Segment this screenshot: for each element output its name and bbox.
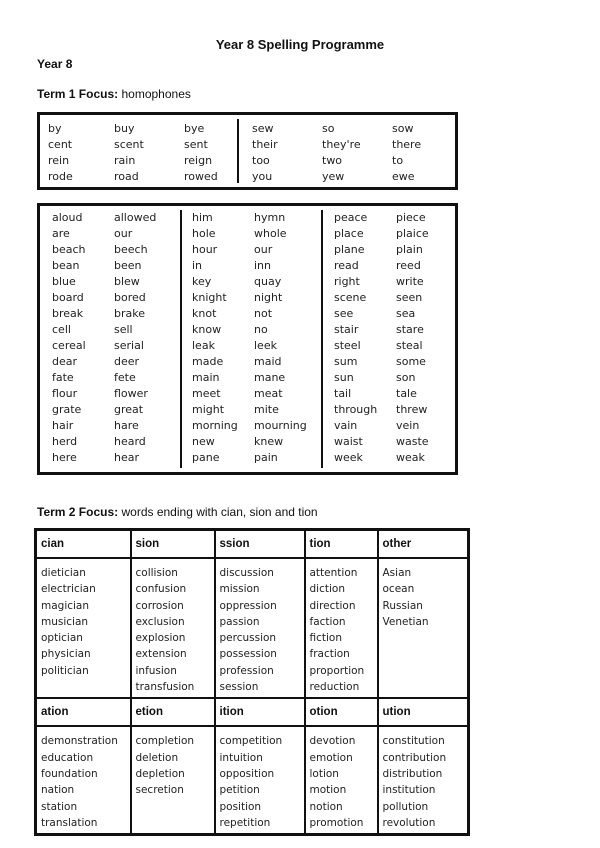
spelling-word: position xyxy=(219,800,262,813)
column-header: ssion xyxy=(215,530,305,559)
homophone-word: main xyxy=(192,371,220,384)
spelling-word: secretion xyxy=(135,784,184,797)
spelling-word: explosion xyxy=(135,632,186,645)
homophone-word: write xyxy=(396,275,424,288)
word-list-cell xyxy=(305,726,378,834)
spelling-word: repetition xyxy=(219,816,271,829)
spelling-word: competition xyxy=(219,735,283,748)
homophone-word: by xyxy=(48,122,62,135)
homophone-word: read xyxy=(334,259,359,272)
table-header-row xyxy=(36,698,469,726)
homophone-word: to xyxy=(392,154,404,167)
spelling-word: foundation xyxy=(41,767,98,780)
homophone-column xyxy=(114,115,144,187)
homophone-column xyxy=(48,115,73,187)
homophone-word: cell xyxy=(52,323,71,336)
table-row xyxy=(36,558,469,698)
homophone-word: right xyxy=(334,275,360,288)
column-header: ation xyxy=(36,698,131,726)
homophone-word: plain xyxy=(396,243,423,256)
homophone-word: maid xyxy=(254,355,282,368)
term2-focus-heading xyxy=(37,505,318,519)
homophone-word: inn xyxy=(254,259,271,272)
spelling-word: percussion xyxy=(219,632,277,645)
homophone-word: cent xyxy=(48,138,73,151)
spelling-word: emotion xyxy=(309,751,353,764)
homophone-word: hymn xyxy=(254,211,286,224)
term2-focus-label: Term 2 Focus: xyxy=(37,505,119,519)
homophone-word: fate xyxy=(52,371,74,384)
spelling-word: profession xyxy=(219,664,274,677)
homophone-word: bean xyxy=(52,259,80,272)
spelling-word: infusion xyxy=(135,664,177,677)
homophone-word: hear xyxy=(114,451,140,464)
spelling-word: confusion xyxy=(135,583,187,596)
spelling-word: petition xyxy=(219,784,260,797)
homophone-word: hair xyxy=(52,419,74,432)
homophone-word: great xyxy=(114,403,144,416)
homophone-word: two xyxy=(322,154,343,167)
homophone-word: buy xyxy=(114,122,135,135)
homophone-word: cereal xyxy=(52,339,86,352)
homophone-word: mane xyxy=(254,371,286,384)
spelling-word: extension xyxy=(135,648,187,661)
spelling-word: magician xyxy=(41,599,90,612)
homophones-box-large xyxy=(37,203,458,475)
spelling-word: nation xyxy=(41,784,75,797)
spelling-word: constitution xyxy=(382,735,445,748)
homophone-column xyxy=(392,115,421,187)
spelling-word: dietician xyxy=(41,567,86,579)
homophone-word: steal xyxy=(396,339,423,352)
homophone-column xyxy=(192,206,238,472)
column-divider xyxy=(237,119,239,183)
column-header: ition xyxy=(215,698,305,726)
homophone-word: bye xyxy=(184,122,205,135)
word-list-cell xyxy=(215,726,305,834)
homophone-word: our xyxy=(254,243,273,256)
homophone-word: brake xyxy=(114,307,145,320)
homophone-word: pane xyxy=(192,451,220,464)
homophone-word: their xyxy=(252,138,278,151)
spelling-word: collision xyxy=(135,567,178,579)
homophone-word: not xyxy=(254,307,273,320)
spelling-word: institution xyxy=(382,784,436,797)
homophone-word: aloud xyxy=(52,211,83,224)
homophone-word: rein xyxy=(48,154,70,167)
word-list-cell xyxy=(215,558,305,698)
homophone-word: our xyxy=(114,227,133,240)
homophone-word: serial xyxy=(114,339,144,352)
homophone-word: board xyxy=(52,291,84,304)
spelling-word: physician xyxy=(41,648,91,661)
spelling-word: politician xyxy=(41,664,89,677)
homophone-word: scent xyxy=(114,138,144,151)
spelling-word: musician xyxy=(41,615,89,628)
homophone-word: in xyxy=(192,259,203,272)
spelling-word: Venetian xyxy=(382,615,429,628)
homophone-word: meet xyxy=(192,387,221,400)
term1-focus-label: Term 1 Focus: xyxy=(37,87,119,101)
page-title: Year 8 Spelling Programme xyxy=(215,37,385,52)
homophone-word: mite xyxy=(254,403,279,416)
homophone-word: night xyxy=(254,291,283,304)
homophone-word: piece xyxy=(396,211,426,224)
spelling-word: Asian xyxy=(382,567,412,579)
spelling-word: faction xyxy=(309,615,346,628)
homophone-column xyxy=(184,115,218,187)
homophone-word: knot xyxy=(192,307,217,320)
homophone-word: sent xyxy=(184,138,208,151)
homophone-word: sum xyxy=(334,355,358,368)
column-header: other xyxy=(378,530,469,559)
homophone-column xyxy=(114,206,156,472)
homophone-word: peace xyxy=(334,211,368,224)
word-list-cell xyxy=(36,726,131,834)
homophone-word: no xyxy=(254,323,268,336)
homophone-word: vein xyxy=(396,419,420,432)
homophone-word: deer xyxy=(114,355,140,368)
word-list-cell xyxy=(36,558,131,698)
homophone-word: here xyxy=(52,451,77,464)
homophone-word: break xyxy=(52,307,84,320)
word-list-cell xyxy=(131,558,215,698)
spelling-word: promotion xyxy=(309,816,364,829)
homophone-word: so xyxy=(322,122,335,135)
term1-focus-topic: homophones xyxy=(121,87,191,101)
column-header: ution xyxy=(378,698,469,726)
homophone-word: beach xyxy=(52,243,86,256)
homophone-word: leek xyxy=(254,339,277,352)
spelling-word: contribution xyxy=(382,751,447,764)
homophone-word: tail xyxy=(334,387,352,400)
homophone-word: heard xyxy=(114,435,146,448)
spelling-word: translation xyxy=(41,816,98,829)
spelling-word: devotion xyxy=(309,735,356,748)
homophone-word: sea xyxy=(396,307,416,320)
homophone-column xyxy=(252,115,278,187)
column-divider xyxy=(321,210,323,468)
spelling-word: discussion xyxy=(219,567,274,579)
homophone-word: rowed xyxy=(184,170,218,183)
column-divider xyxy=(180,210,182,468)
homophone-word: flower xyxy=(114,387,148,400)
homophone-word: there xyxy=(392,138,422,151)
spelling-word: opposition xyxy=(219,767,275,780)
homophone-word: pain xyxy=(254,451,278,464)
homophone-word: knew xyxy=(254,435,284,448)
spelling-word: motion xyxy=(309,784,347,797)
homophone-word: sell xyxy=(114,323,133,336)
homophone-word: stare xyxy=(396,323,424,336)
column-header: otion xyxy=(305,698,378,726)
spelling-word: mission xyxy=(219,583,260,596)
homophone-word: road xyxy=(114,170,139,183)
spelling-word: attention xyxy=(309,567,358,579)
homophone-word: tale xyxy=(396,387,417,400)
spelling-word: pollution xyxy=(382,800,429,813)
homophone-word: are xyxy=(52,227,70,240)
homophones-box-small xyxy=(37,112,458,190)
spelling-word: corrosion xyxy=(135,599,184,612)
homophone-word: rain xyxy=(114,154,136,167)
homophone-word: made xyxy=(192,355,224,368)
word-list-cell xyxy=(378,558,469,698)
spelling-word: completion xyxy=(135,735,195,748)
spelling-word: deletion xyxy=(135,751,179,764)
homophone-word: through xyxy=(334,403,378,416)
spelling-word: ocean xyxy=(382,583,415,596)
homophone-word: see xyxy=(334,307,354,320)
homophone-word: herd xyxy=(52,435,78,448)
homophone-word: knight xyxy=(192,291,227,304)
homophone-word: quay xyxy=(254,275,282,288)
homophone-word: whole xyxy=(254,227,287,240)
spelling-word: session xyxy=(219,681,259,694)
year-label: Year 8 xyxy=(37,57,73,71)
homophone-word: yew xyxy=(322,170,345,183)
homophone-word: blew xyxy=(114,275,140,288)
spelling-word: notion xyxy=(309,800,343,813)
homophone-word: dear xyxy=(52,355,78,368)
spelling-word: electrician xyxy=(41,583,96,596)
homophone-word: week xyxy=(334,451,363,464)
homophone-word: beech xyxy=(114,243,148,256)
homophone-word: stair xyxy=(334,323,359,336)
homophone-word: hour xyxy=(192,243,218,256)
homophone-column xyxy=(52,206,86,472)
homophone-word: you xyxy=(252,170,273,183)
column-header: cian xyxy=(36,530,131,559)
term2-spelling-table xyxy=(34,528,470,836)
spelling-word: reduction xyxy=(309,681,360,694)
homophone-word: leak xyxy=(192,339,215,352)
homophone-word: know xyxy=(192,323,222,336)
column-header: etion xyxy=(131,698,215,726)
homophone-word: seen xyxy=(396,291,423,304)
spelling-word: diction xyxy=(309,583,345,596)
spelling-word: proportion xyxy=(309,664,365,677)
spelling-word: intuition xyxy=(219,751,263,764)
term1-focus-heading xyxy=(37,87,191,101)
spelling-word: lotion xyxy=(309,767,339,780)
homophone-word: key xyxy=(192,275,212,288)
homophone-word: morning xyxy=(192,419,238,432)
spelling-word: passion xyxy=(219,615,260,628)
homophone-word: blue xyxy=(52,275,76,288)
word-list-cell xyxy=(131,726,215,834)
homophone-word: bored xyxy=(114,291,146,304)
spelling-word: Russian xyxy=(382,599,423,612)
homophone-word: sow xyxy=(392,122,414,135)
spelling-word: fiction xyxy=(309,632,342,645)
homophone-word: rode xyxy=(48,170,73,183)
homophone-word: mourning xyxy=(254,419,307,432)
spelling-word: demonstration xyxy=(41,735,118,748)
spelling-word: transfusion xyxy=(135,681,195,694)
homophone-word: threw xyxy=(396,403,428,416)
homophone-word: fete xyxy=(114,371,136,384)
spelling-word: education xyxy=(41,751,94,764)
homophone-word: allowed xyxy=(114,211,157,224)
homophone-word: reign xyxy=(184,154,213,167)
spelling-word: oppression xyxy=(219,599,277,612)
table-row xyxy=(36,726,469,834)
homophone-word: flour xyxy=(52,387,78,400)
word-list-cell xyxy=(305,558,378,698)
spelling-word: exclusion xyxy=(135,615,185,628)
homophone-word: some xyxy=(396,355,426,368)
homophone-word: scene xyxy=(334,291,367,304)
homophone-word: hare xyxy=(114,419,139,432)
homophone-word: waist xyxy=(334,435,363,448)
homophone-word: sew xyxy=(252,122,274,135)
homophone-word: new xyxy=(192,435,215,448)
homophone-word: weak xyxy=(396,451,425,464)
word-list-cell xyxy=(378,726,469,834)
homophone-word: plaice xyxy=(396,227,429,240)
homophone-word: plane xyxy=(334,243,365,256)
spelling-word: possession xyxy=(219,648,277,661)
homophone-word: son xyxy=(396,371,416,384)
homophone-word: been xyxy=(114,259,142,272)
table-header-row xyxy=(36,530,469,559)
spelling-word: distribution xyxy=(382,767,443,780)
column-header: tion xyxy=(305,530,378,559)
homophone-word: might xyxy=(192,403,225,416)
homophone-word: hole xyxy=(192,227,216,240)
spelling-word: depletion xyxy=(135,767,185,780)
spelling-word: station xyxy=(41,800,78,813)
homophone-word: meat xyxy=(254,387,283,400)
spelling-word: fraction xyxy=(309,648,350,661)
term2-focus-topic: words ending with cian, sion and tion xyxy=(121,505,318,519)
homophone-column xyxy=(334,206,377,472)
homophone-word: too xyxy=(252,154,270,167)
homophone-column xyxy=(254,206,307,472)
homophone-column xyxy=(322,115,361,187)
homophone-word: ewe xyxy=(392,170,415,183)
spelling-word: direction xyxy=(309,599,356,612)
homophone-word: sun xyxy=(334,371,354,384)
column-header: sion xyxy=(131,530,215,559)
homophone-word: him xyxy=(192,211,213,224)
homophone-word: grate xyxy=(52,403,82,416)
spelling-word: revolution xyxy=(382,816,436,829)
spelling-word: optician xyxy=(41,632,83,645)
homophone-word: reed xyxy=(396,259,421,272)
homophone-word: they're xyxy=(322,138,361,151)
homophone-word: place xyxy=(334,227,364,240)
homophone-word: steel xyxy=(334,339,361,352)
homophone-word: waste xyxy=(396,435,429,448)
homophone-column xyxy=(396,206,429,472)
homophone-word: vain xyxy=(334,419,358,432)
